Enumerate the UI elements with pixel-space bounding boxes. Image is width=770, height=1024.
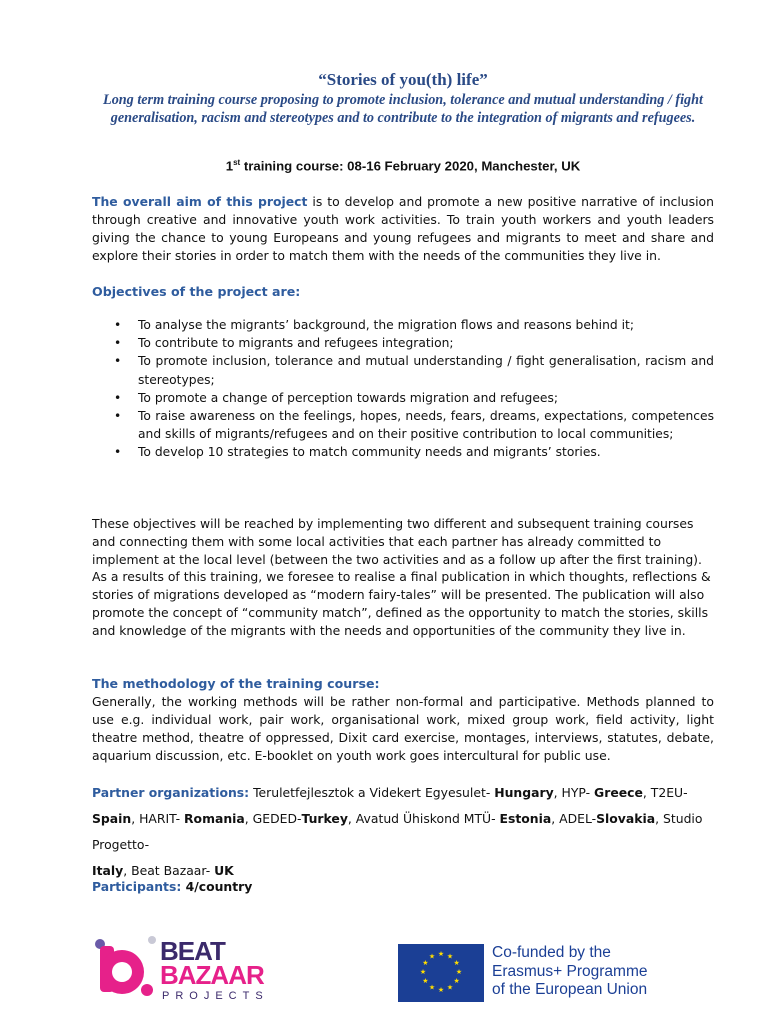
participants-label: Participants: [92, 879, 182, 894]
training-course-line [92, 158, 714, 173]
logo-bazaar-text: BAZAAR [160, 960, 264, 990]
logo-beat-text: BEAT [160, 936, 225, 966]
document-subtitle: Long term training course proposing to promote inclusion, tolerance and mutual understanding / fight generalisation, racism and stereotypes and to contribute to the integration of migrants and refugees. [103, 92, 703, 126]
svg-text:★: ★ [437, 986, 445, 994]
eu-flag-icon [398, 944, 484, 1002]
svg-text:★: ★ [422, 977, 429, 985]
objective-item: • To contribute to migrants and refugees integration; [92, 334, 714, 352]
objective-item: • To promote a change of perception towards migration and refugees; [92, 389, 714, 407]
partner-country: Hungary [494, 785, 554, 800]
partner-country: Estonia [499, 811, 552, 826]
methodology-heading: The methodology of the training course: [92, 676, 380, 691]
partner-country: Turkey [301, 811, 348, 826]
svg-text:★: ★ [446, 983, 454, 992]
partner-country: Greece [594, 785, 643, 800]
svg-text:★: ★ [437, 950, 445, 958]
beat-bazaar-logo [92, 932, 282, 1007]
partner-text: , Studio Progetto- [92, 811, 703, 852]
svg-text:★: ★ [446, 952, 454, 961]
aim-lead: The overall aim of this project [92, 194, 308, 209]
partner-text: , Avatud Ühiskond MTÜ- [347, 811, 500, 826]
partners-paragraph [92, 780, 714, 884]
svg-text:★: ★ [422, 959, 429, 967]
partner-country: Slovakia [596, 811, 656, 826]
aim-paragraph [92, 193, 714, 265]
eu-text-line: Erasmus+ Programme [492, 962, 648, 980]
partner-country: Italy [92, 863, 124, 878]
methodology-paragraph: Generally, the working methods will be rather non-formal and participative. Methods planned to use e.g. individual work, pair work, organisational work, mixed group work, field activity, light theatre method, theatre of oppressed, Dixit card exercise, montages, interviews, statutes, debate, aquarium discussion, etc. E-booklet on youth work goes intercultural for public use. [92, 694, 714, 763]
partner-text: Teruletfejlesztok a Videkert Egyesulet- [249, 785, 495, 800]
partner-country: Romania [184, 811, 245, 826]
partner-text: , HYP- [553, 785, 595, 800]
objective-item: • To promote inclusion, tolerance and mutual understanding / fight generalisation, racism and stereotypes; [92, 352, 714, 388]
aim-text: is to develop and promote a new positive narrative of inclusion through creative and innovative youth work activities. To train youth workers and youth leaders giving the chance to young Europeans and young refugees and migrants to meet and share and explore their stories in order to match them with the needs of the communities they live in. [92, 194, 714, 263]
course-details: training course: 08-16 February 2020, Manchester, UK [240, 158, 581, 174]
partner-text: , GEDED- [244, 811, 302, 826]
document-title: “Stories of you(th) life” [318, 70, 488, 89]
svg-text:★: ★ [453, 977, 460, 985]
eu-cofunded-logo [398, 944, 688, 1002]
partner-text: , T2EU- [642, 785, 688, 800]
objective-item: • To raise awareness on the feelings, hopes, needs, fears, dreams, expectations, competences and skills of migrants/refugees and on their positive contribution to local communities; [92, 407, 714, 443]
partner-text: , Beat Bazaar- [123, 863, 215, 878]
objectives-list [92, 316, 714, 462]
svg-text:★: ★ [428, 983, 436, 992]
partner-text: , HARIT- [131, 811, 185, 826]
partners-label: Partner organizations: [92, 785, 250, 800]
svg-text:★: ★ [419, 968, 427, 976]
eu-text-line: Co-funded by the [492, 944, 611, 961]
eu-text-line: of the European Union [492, 981, 648, 998]
participants-value: 4/country [181, 879, 253, 894]
course-number: 1 [225, 158, 234, 174]
objectives-heading: Objectives of the project are: [92, 284, 301, 299]
partner-country: UK [214, 863, 234, 878]
objectives-reached-paragraph: These objectives will be reached by implementing two different and subsequent training courses and connecting them with some local activities that each partner has already committed to implement at the local level (between the two activities and as a follow up after the first training). As a results of this training, we foresee to realise a final publication in which thoughts, reflections & stories of migrations developed as “modern fairy-tales” will be presented. The publication will also promote the concept of “community match”, defined as the opportunity to match the stories, skills and knowledge of the migrants with the needs and opportunities of the community they live in. [92, 516, 711, 638]
partner-text: , ADEL- [551, 811, 597, 826]
svg-text:★: ★ [455, 968, 463, 976]
partner-country: Spain [92, 811, 132, 826]
logo-projects-text: PROJECTS [162, 990, 269, 1002]
svg-text:★: ★ [453, 959, 460, 967]
course-ordinal: st [233, 158, 241, 167]
svg-text:★: ★ [428, 952, 436, 961]
objective-item: • To analyse the migrants’ background, the migration flows and reasons behind it; [92, 316, 714, 334]
eu-cofunded-text [492, 944, 647, 1000]
participants-line [92, 878, 714, 896]
objective-item: • To develop 10 strategies to match community needs and migrants’ stories. [92, 443, 714, 461]
